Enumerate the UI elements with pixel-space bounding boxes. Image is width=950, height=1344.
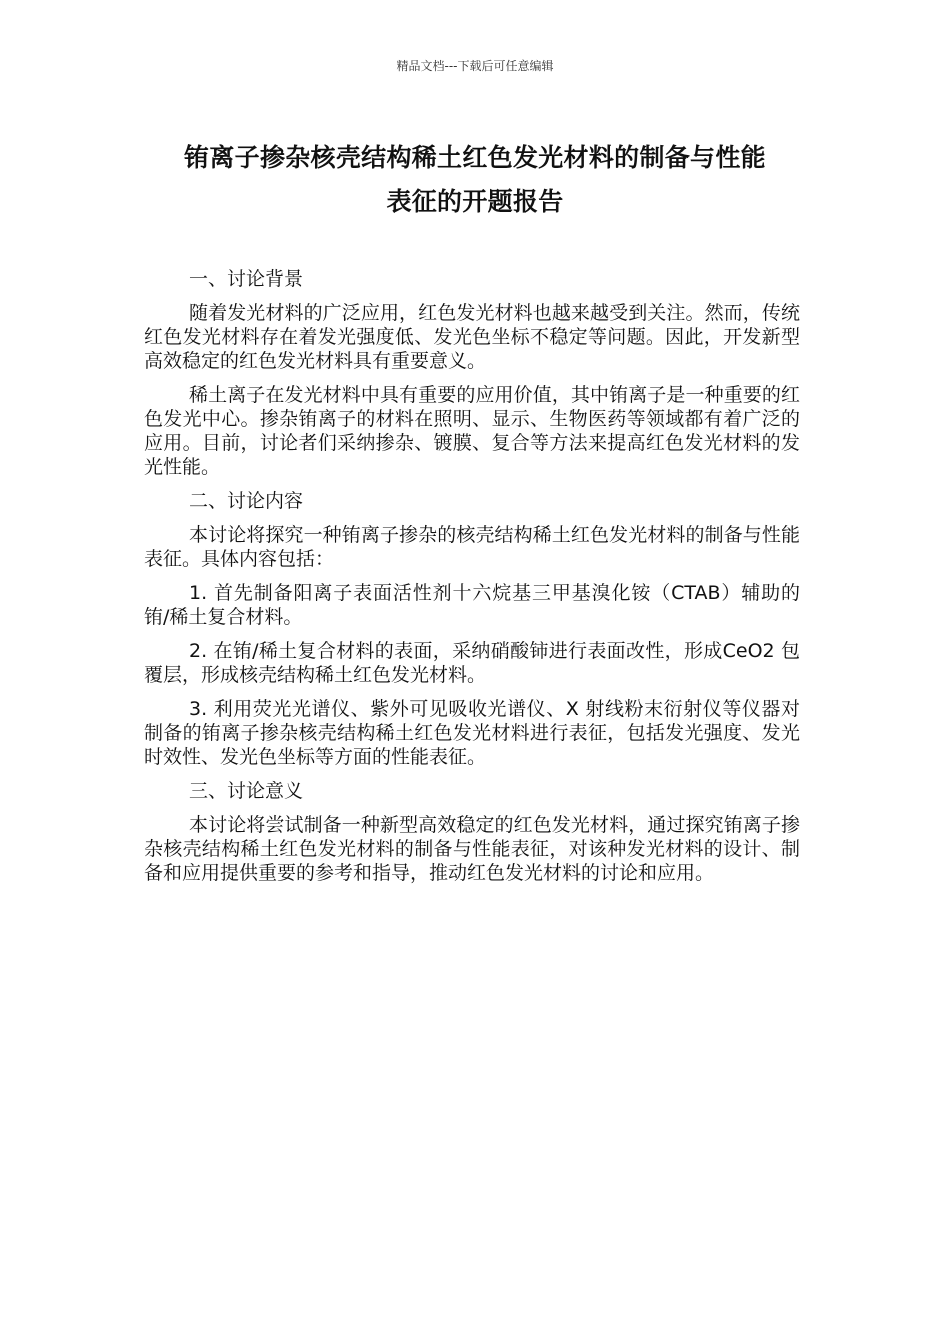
paragraph: 随着发光材料的广泛应用，红色发光材料也越来越受到关注。然而，传统红色发光材料存在着发光强度低、发光色坐标不稳定等问题。因此，开发新型高效稳定的红色发光材料具有重要意义。 <box>144 302 800 372</box>
document-title <box>135 136 815 224</box>
list-item: 1. 首先制备阳离子表面活性剂十六烷基三甲基溴化铵（CTAB）辅助的铕/稀土复合材料。 <box>144 582 800 628</box>
paragraph: 本讨论将探究一种铕离子掺杂的核壳结构稀土红色发光材料的制备与性能表征。具体内容包括： <box>144 524 800 570</box>
paragraph: 本讨论将尝试制备一种新型高效稳定的红色发光材料，通过探究铕离子掺杂核壳结构稀土红色发光材料的制备与性能表征，对该种发光材料的设计、制备和应用提供重要的参考和指导，推动红色发光材料的讨论和应用。 <box>144 814 800 884</box>
section-heading-significance: 三、讨论意义 <box>189 780 304 802</box>
list-item: 2. 在铕/稀土复合材料的表面，采纳硝酸铈进行表面改性，形成CeO2 包覆层，形成核壳结构稀土红色发光材料。 <box>144 640 800 686</box>
list-item: 3. 利用荧光光谱仪、紫外可见吸收光谱仪、X 射线粉末衍射仪等仪器对制备的铕离子掺杂核壳结构稀土红色发光材料进行表征，包括发光强度、发光时效性、发光色坐标等方面的性能表征。 <box>144 698 800 768</box>
section-heading-background: 一、讨论背景 <box>189 268 304 290</box>
paragraph: 稀土离子在发光材料中具有重要的应用价值，其中铕离子是一种重要的红色发光中心。掺杂铕离子的材料在照明、显示、生物医药等领域都有着广泛的应用。目前，讨论者们采纳掺杂、镀膜、复合等方法来提高红色发光材料的发光性能。 <box>144 384 800 478</box>
title-line-2: 表征的开题报告 <box>386 187 564 216</box>
title-line-1: 铕离子掺杂核壳结构稀土红色发光材料的制备与性能 <box>184 143 766 172</box>
document-body <box>144 267 800 895</box>
section-heading-content: 二、讨论内容 <box>189 490 304 512</box>
header-note: 精品文档---下载后可任意编辑 <box>396 59 554 73</box>
